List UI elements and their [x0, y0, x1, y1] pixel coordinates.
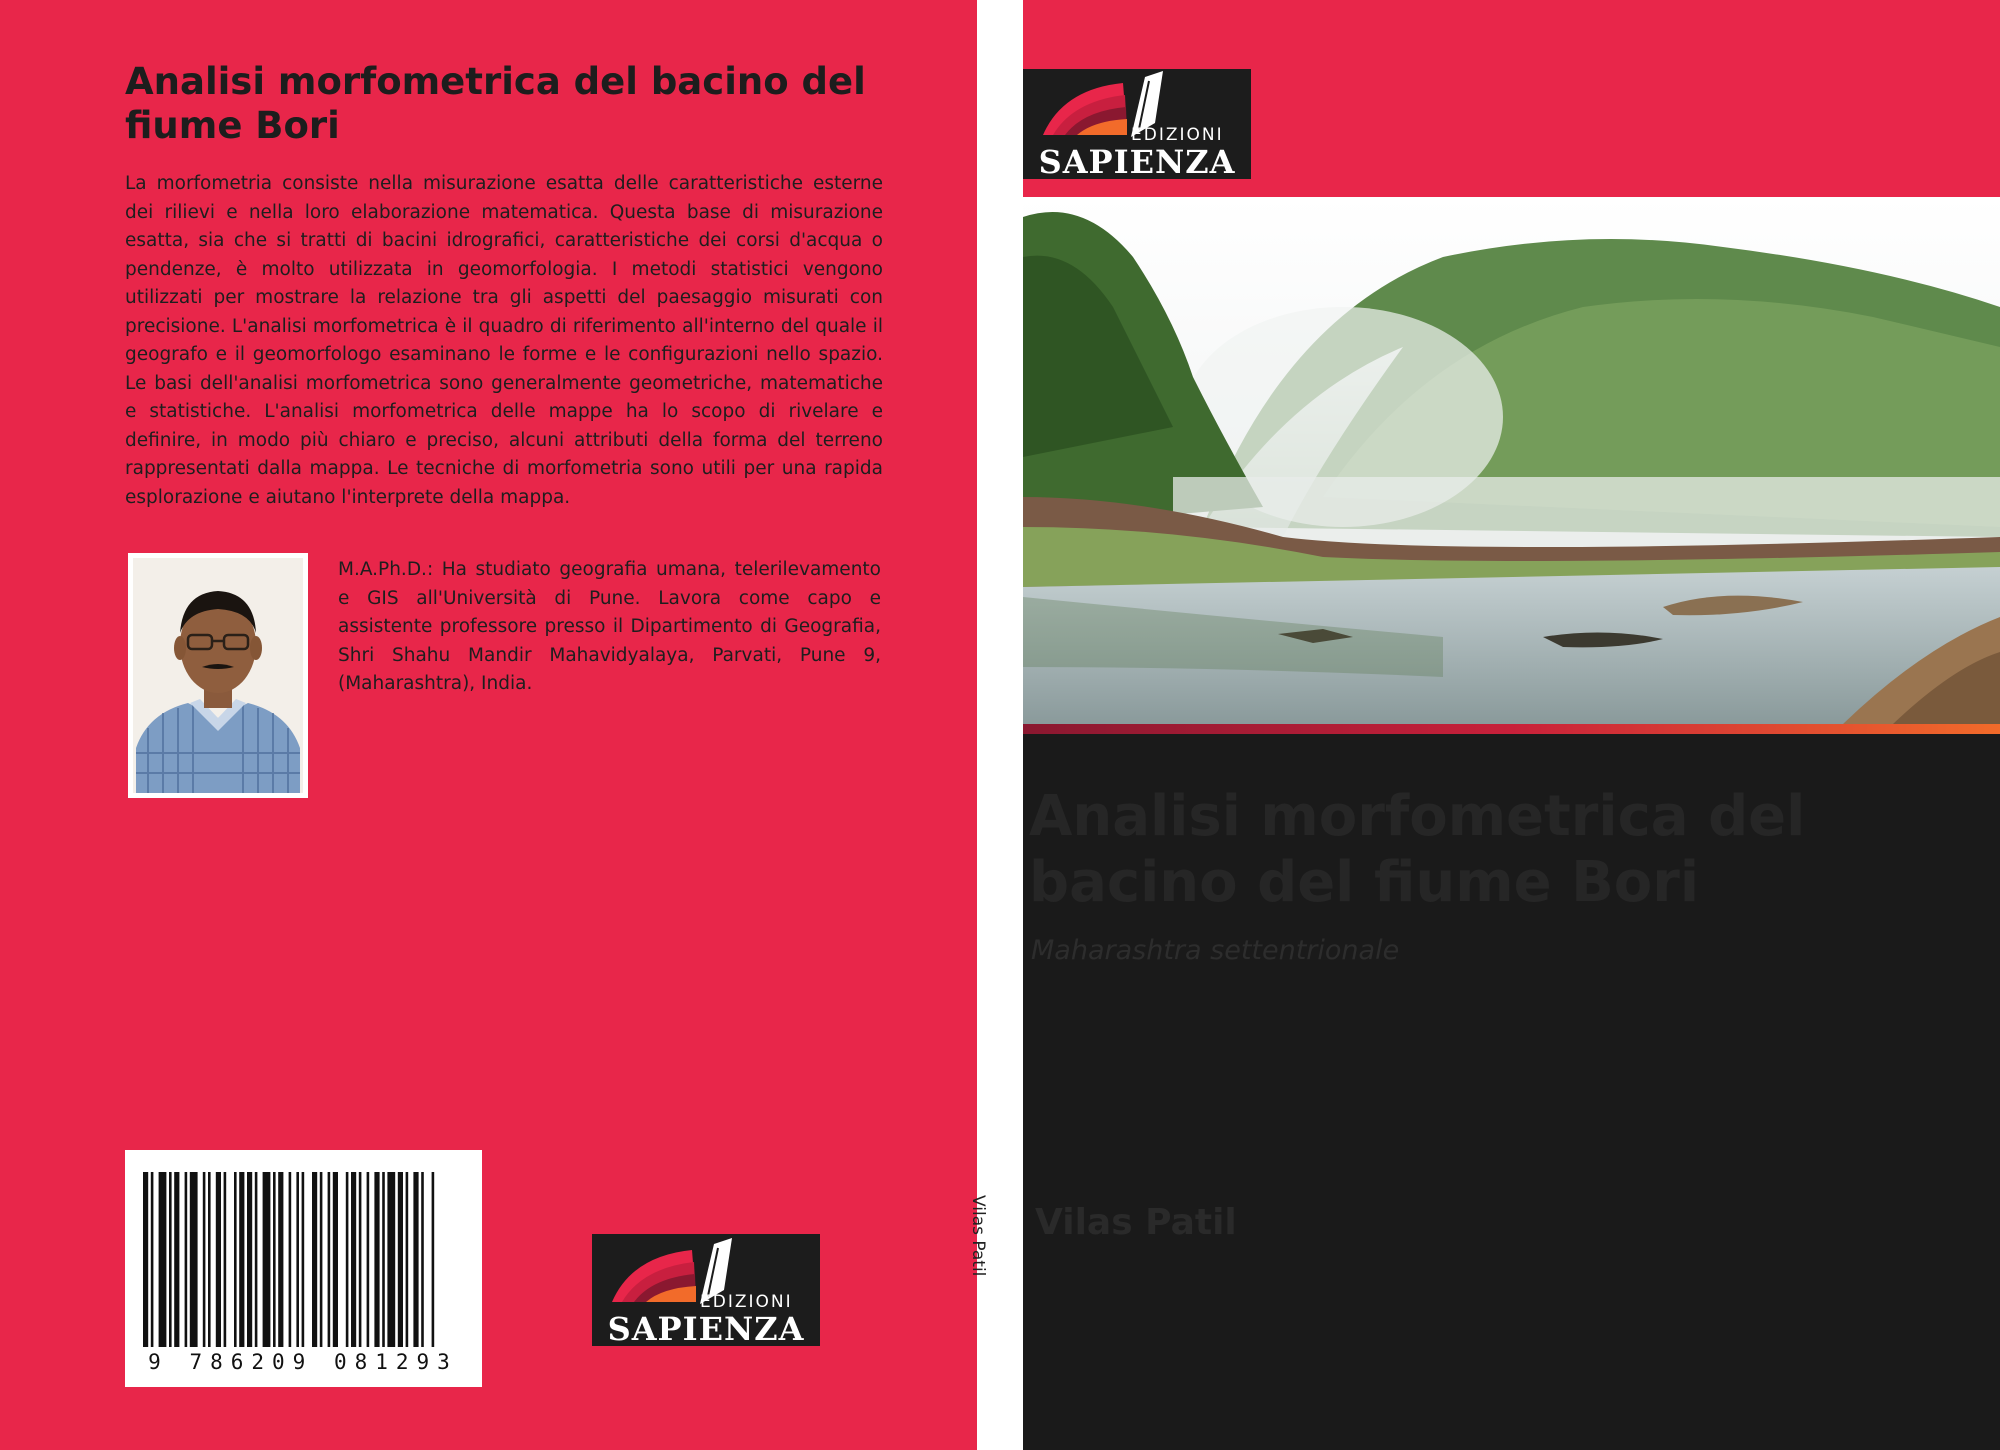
- front-cover: [1023, 0, 2000, 1450]
- barcode-bar: [255, 1172, 258, 1347]
- barcode-bar: [203, 1172, 206, 1347]
- barcode-bar: [359, 1172, 362, 1347]
- author-bio: M.A.Ph.D.: Ha studiato geografia umana, telerilevamento e GIS all'Università di Pune. Lavora come capo e assistente professore presso il Dipartimento di Geografia, Shri Shahu Mandir Mahavidyalaya, Parvati, Pune 9, (Maharashtra), India.: [338, 559, 881, 694]
- barcode-bar: [367, 1172, 370, 1347]
- logo-wordmark: SAPIENZA: [607, 1310, 805, 1348]
- barcode-bars: [125, 1150, 482, 1350]
- barcode-bar: [174, 1172, 179, 1347]
- book-description: La morfometria consiste nella misurazione esatta delle caratteristiche esterne dei rilievi e nella loro elaborazione matematica. Questa base di misurazione esatta, sia che si tratti di bacini idrografici, caratteristiche dei corsi d'acqua o pendenze, è molto utilizzata in geomorfologia. I metodi statistici vengono utilizzati per mostrare la relazione tra gli aspetti del paesaggio misurati con precisione. L'analisi morfometrica è il quadro di riferimento all'interno del quale il geografo e il geomorfologo esaminano le forme e le configurazioni nello spazio. Le basi dell'analisi morfometrica sono generalmente geometriche, matematiche e statistiche. L'analisi morfometrica delle mappe ha lo scopo di rivelare e definire, in modo più chiaro e preciso, alcuni attributi della forma del terreno rappresentati dalla mappa. Le tecniche di morfometria sono utili per una rapida esplorazione e aiutano l'interprete della mappa.: [125, 173, 883, 508]
- logo-edizioni: EDIZIONI: [1131, 125, 1224, 145]
- barcode-bar: [421, 1172, 424, 1347]
- barcode-bar: [432, 1172, 435, 1347]
- barcode-bar: [234, 1172, 237, 1347]
- barcode-bar: [143, 1172, 148, 1347]
- barcode-bar: [239, 1172, 244, 1347]
- front-cover-subtitle: Maharashtra settentrionale: [1031, 935, 1400, 966]
- barcode-bar: [328, 1172, 331, 1347]
- logo-wordmark: SAPIENZA: [1038, 143, 1236, 181]
- barcode-bar: [333, 1172, 338, 1347]
- barcode-bar: [263, 1172, 271, 1347]
- cover-landscape-photo: [1023, 197, 2000, 724]
- barcode-bar: [296, 1172, 299, 1347]
- barcode-bar: [273, 1172, 276, 1347]
- front-cover-title: Analisi morfometrica del bacino del fiume Bori: [1029, 784, 1806, 915]
- barcode-bar: [312, 1172, 317, 1347]
- back-cover-title: Analisi morfometrica del bacino del fiume Bori: [125, 60, 866, 147]
- barcode-bar: [289, 1172, 292, 1347]
- barcode-bar: [185, 1172, 188, 1347]
- barcode-bar: [216, 1172, 221, 1347]
- photo-divider-rule: [1023, 724, 2000, 734]
- logo-edizioni: EDIZIONI: [700, 1292, 793, 1312]
- barcode-bar: [190, 1172, 198, 1347]
- barcode-bar: [413, 1172, 418, 1347]
- barcode-bar: [346, 1172, 349, 1347]
- isbn-digits: 9 786209 081293: [148, 1350, 458, 1374]
- barcode-bar: [169, 1172, 172, 1347]
- barcode-bar: [398, 1172, 403, 1347]
- barcode-bar: [374, 1172, 379, 1347]
- barcode-bar: [278, 1172, 283, 1347]
- spine-author: Vilas Patil: [968, 1195, 988, 1277]
- barcode-bar: [159, 1172, 167, 1347]
- barcode-bar: [247, 1172, 252, 1347]
- barcode-bar: [224, 1172, 227, 1347]
- barcode-bar: [151, 1172, 154, 1347]
- barcode-bar: [320, 1172, 323, 1347]
- barcode-bar: [351, 1172, 356, 1347]
- author-portrait-image: [128, 553, 308, 798]
- barcode-bar: [382, 1172, 385, 1347]
- back-cover: [0, 0, 977, 1450]
- back-publisher-logo: [592, 1234, 820, 1346]
- barcode-bar: [406, 1172, 409, 1347]
- barcode-bar: [208, 1172, 211, 1347]
- front-cover-author: Vilas Patil: [1035, 1202, 1237, 1243]
- isbn-barcode: [125, 1150, 482, 1387]
- barcode-bar: [302, 1172, 305, 1347]
- barcode-bar: [387, 1172, 395, 1347]
- author-photo: [128, 553, 308, 798]
- front-publisher-logo: [1023, 69, 1251, 179]
